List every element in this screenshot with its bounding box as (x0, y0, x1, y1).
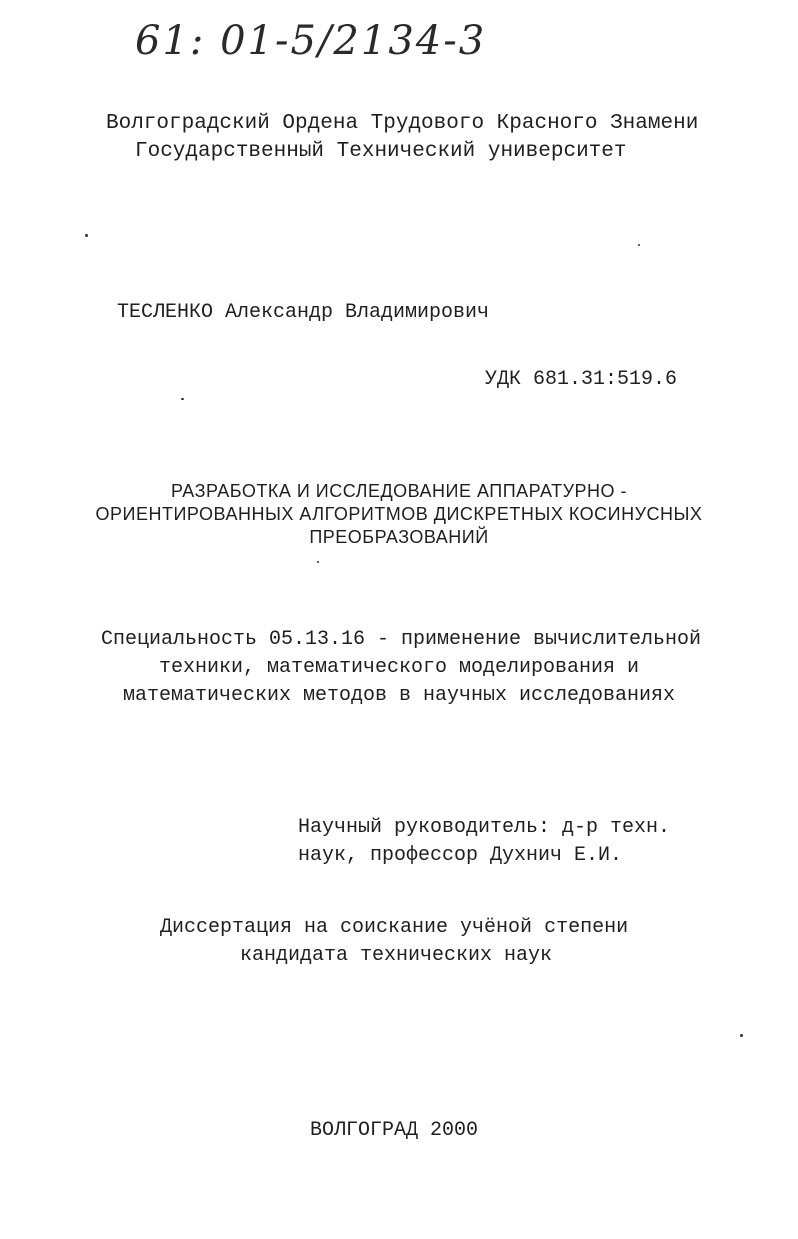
dissertation-line-1: Диссертация на соискание учёной степени (160, 916, 629, 939)
author-name: ТЕСЛЕНКО Александр Владимирович (117, 301, 490, 324)
archive-number-handwritten: 61: 01-5/2134-3 (135, 18, 487, 64)
institution-line-2: Государственный Технический университет (135, 140, 627, 163)
thesis-title-line-2: ОРИЕНТИРОВАННЫХ АЛГОРИТМОВ ДИСКРЕТНЫХ КОСИНУСНЫХ (95, 504, 703, 524)
dissertation-line-2: кандидата технических наук (240, 944, 553, 967)
udc-code: УДК 681.31:519.6 (485, 368, 678, 391)
thesis-title-line-3: ПРЕОБРАЗОВАНИЙ (309, 527, 489, 547)
institution-line-1: Волгоградский Ордена Трудового Красного Знамени (106, 112, 699, 135)
scan-speck (181, 398, 184, 400)
specialty-line-1: Специальность 05.13.16 - применение вычислительной (100, 628, 702, 651)
scan-speck (85, 234, 88, 237)
supervisor-line-1: Научный руководитель: д-р техн. (298, 816, 671, 839)
specialty-line-3: математических методов в научных исследованиях (122, 684, 676, 707)
scan-speck (740, 1034, 743, 1037)
thesis-title-line-1: РАЗРАБОТКА И ИССЛЕДОВАНИЕ АППАРАТУРНО - (170, 481, 628, 501)
city-year: ВОЛГОГРАД 2000 (310, 1119, 479, 1142)
supervisor-line-2: наук, профессор Духнич Е.И. (298, 844, 623, 867)
scan-speck (317, 561, 319, 563)
specialty-line-2: техники, математического моделирования и (158, 656, 640, 679)
scan-speck (638, 244, 640, 246)
